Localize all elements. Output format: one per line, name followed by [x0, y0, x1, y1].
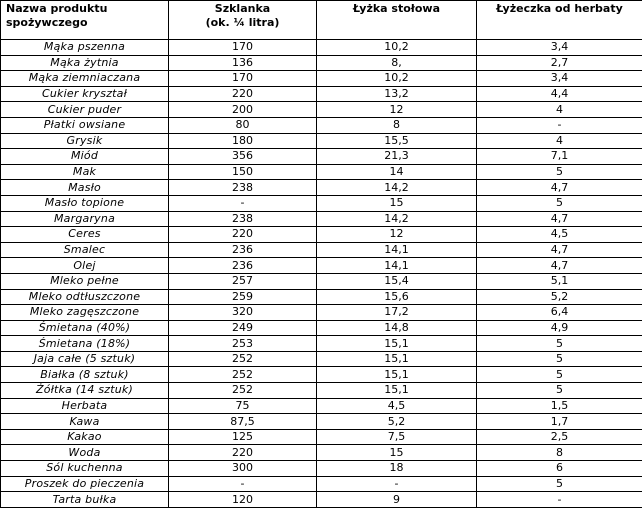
teaspoon-value-cell: 4 — [477, 133, 642, 149]
glass-value-cell: 253 — [169, 336, 317, 352]
tablespoon-value-cell: 15 — [317, 195, 477, 211]
tablespoon-value-cell: 15,6 — [317, 289, 477, 305]
table-row — [1, 461, 642, 477]
glass-value-cell: 75 — [169, 398, 317, 414]
teaspoon-value-cell: 5 — [477, 164, 642, 180]
glass-value-cell: 136 — [169, 55, 317, 71]
glass-value-cell: 257 — [169, 273, 317, 289]
glass-value-cell: 120 — [169, 492, 317, 508]
table-row — [1, 211, 642, 227]
table-row — [1, 320, 642, 336]
product-name-cell: Smalec — [1, 242, 169, 258]
table-row — [1, 102, 642, 118]
table-row — [1, 305, 642, 321]
glass-value-cell: 356 — [169, 149, 317, 165]
tablespoon-value-cell: 15,4 — [317, 273, 477, 289]
tablespoon-value-cell: 12 — [317, 227, 477, 243]
table-row — [1, 492, 642, 508]
product-name-cell: Herbata — [1, 398, 169, 414]
tablespoon-value-cell: 18 — [317, 461, 477, 477]
glass-value-cell: 80 — [169, 117, 317, 133]
header-teaspoon: Łyżeczka od herbaty — [477, 1, 642, 40]
header-product-name-line1: Nazwa produktu — [6, 2, 108, 15]
glass-value-cell: 220 — [169, 227, 317, 243]
teaspoon-value-cell: - — [477, 117, 642, 133]
header-glass-line2: (ok. ¼ litra) — [205, 16, 280, 29]
table-body — [1, 40, 642, 508]
tablespoon-value-cell: 14,8 — [317, 320, 477, 336]
product-name-cell: Płatki owsiane — [1, 117, 169, 133]
teaspoon-value-cell: 8 — [477, 445, 642, 461]
teaspoon-value-cell: 4,7 — [477, 258, 642, 274]
product-name-cell: Tarta bułka — [1, 492, 169, 508]
teaspoon-value-cell: 4,7 — [477, 211, 642, 227]
glass-value-cell: 200 — [169, 102, 317, 118]
table-row — [1, 273, 642, 289]
product-name-cell: Masło — [1, 180, 169, 196]
product-name-cell: Olej — [1, 258, 169, 274]
glass-value-cell: 238 — [169, 211, 317, 227]
product-name-cell: Śmietana (40%) — [1, 320, 169, 336]
teaspoon-value-cell: 5 — [477, 367, 642, 383]
tablespoon-value-cell: 12 — [317, 102, 477, 118]
table-row — [1, 289, 642, 305]
teaspoon-value-cell: 1,5 — [477, 398, 642, 414]
table-row — [1, 367, 642, 383]
table-row — [1, 429, 642, 445]
product-name-cell: Proszek do pieczenia — [1, 476, 169, 492]
teaspoon-value-cell: 2,7 — [477, 55, 642, 71]
teaspoon-value-cell: 5,1 — [477, 273, 642, 289]
glass-value-cell: - — [169, 195, 317, 211]
header-glass — [169, 1, 317, 40]
tablespoon-value-cell: 10,2 — [317, 40, 477, 56]
product-name-cell: Mąka żytnia — [1, 55, 169, 71]
header-tablespoon: Łyżka stołowa — [317, 1, 477, 40]
teaspoon-value-cell: 2,5 — [477, 429, 642, 445]
header-product-name-line2: spożywczego — [6, 16, 88, 29]
product-name-cell: Woda — [1, 445, 169, 461]
glass-value-cell: 170 — [169, 71, 317, 87]
glass-value-cell: 220 — [169, 86, 317, 102]
glass-value-cell: 150 — [169, 164, 317, 180]
product-name-cell: Jaja całe (5 sztuk) — [1, 351, 169, 367]
glass-value-cell: 87,5 — [169, 414, 317, 430]
teaspoon-value-cell: 7,1 — [477, 149, 642, 165]
header-product-name — [1, 1, 169, 40]
glass-value-cell: 180 — [169, 133, 317, 149]
product-name-cell: Żółtka (14 sztuk) — [1, 383, 169, 399]
tablespoon-value-cell: 15,1 — [317, 351, 477, 367]
table-row — [1, 258, 642, 274]
tablespoon-value-cell: 4,5 — [317, 398, 477, 414]
glass-value-cell: 125 — [169, 429, 317, 445]
teaspoon-value-cell: - — [477, 492, 642, 508]
tablespoon-value-cell: - — [317, 476, 477, 492]
table-row — [1, 180, 642, 196]
table-row — [1, 336, 642, 352]
glass-value-cell: 259 — [169, 289, 317, 305]
product-name-cell: Mleko pełne — [1, 273, 169, 289]
teaspoon-value-cell: 5 — [477, 351, 642, 367]
glass-value-cell: 252 — [169, 351, 317, 367]
tablespoon-value-cell: 7,5 — [317, 429, 477, 445]
glass-value-cell: 249 — [169, 320, 317, 336]
glass-value-cell: 300 — [169, 461, 317, 477]
glass-value-cell: 252 — [169, 383, 317, 399]
glass-value-cell: 236 — [169, 258, 317, 274]
teaspoon-value-cell: 3,4 — [477, 71, 642, 87]
product-name-cell: Kawa — [1, 414, 169, 430]
product-name-cell: Cukier kryształ — [1, 86, 169, 102]
teaspoon-value-cell: 1,7 — [477, 414, 642, 430]
teaspoon-value-cell: 5 — [477, 336, 642, 352]
table-row — [1, 242, 642, 258]
teaspoon-value-cell: 6 — [477, 461, 642, 477]
table-row — [1, 117, 642, 133]
product-name-cell: Mak — [1, 164, 169, 180]
tablespoon-value-cell: 17,2 — [317, 305, 477, 321]
teaspoon-value-cell: 3,4 — [477, 40, 642, 56]
tablespoon-value-cell: 8, — [317, 55, 477, 71]
glass-value-cell: 238 — [169, 180, 317, 196]
product-name-cell: Miód — [1, 149, 169, 165]
glass-value-cell: 170 — [169, 40, 317, 56]
table-row — [1, 149, 642, 165]
table-row — [1, 55, 642, 71]
teaspoon-value-cell: 4 — [477, 102, 642, 118]
teaspoon-value-cell: 5 — [477, 195, 642, 211]
product-name-cell: Ceres — [1, 227, 169, 243]
product-name-cell: Kakao — [1, 429, 169, 445]
table-row — [1, 86, 642, 102]
table-row — [1, 195, 642, 211]
table-row — [1, 351, 642, 367]
product-name-cell: Mąka pszenna — [1, 40, 169, 56]
product-name-cell: Białka (8 sztuk) — [1, 367, 169, 383]
teaspoon-value-cell: 6,4 — [477, 305, 642, 321]
table-row — [1, 133, 642, 149]
teaspoon-value-cell: 4,5 — [477, 227, 642, 243]
product-name-cell: Mąka ziemniaczana — [1, 71, 169, 87]
tablespoon-value-cell: 15,1 — [317, 336, 477, 352]
table-row — [1, 476, 642, 492]
tablespoon-value-cell: 14,1 — [317, 258, 477, 274]
table-row — [1, 445, 642, 461]
tablespoon-value-cell: 5,2 — [317, 414, 477, 430]
header-glass-line1: Szklanka — [214, 2, 271, 15]
teaspoon-value-cell: 4,7 — [477, 180, 642, 196]
tablespoon-value-cell: 15 — [317, 445, 477, 461]
tablespoon-value-cell: 13,2 — [317, 86, 477, 102]
product-name-cell: Cukier puder — [1, 102, 169, 118]
product-name-cell: Margaryna — [1, 211, 169, 227]
glass-value-cell: - — [169, 476, 317, 492]
tablespoon-value-cell: 8 — [317, 117, 477, 133]
tablespoon-value-cell: 14 — [317, 164, 477, 180]
teaspoon-value-cell: 4,9 — [477, 320, 642, 336]
teaspoon-value-cell: 4,4 — [477, 86, 642, 102]
table-row — [1, 383, 642, 399]
table-row — [1, 71, 642, 87]
table-row — [1, 414, 642, 430]
table-row — [1, 40, 642, 56]
tablespoon-value-cell: 21,3 — [317, 149, 477, 165]
product-name-cell: Mleko zagęszczone — [1, 305, 169, 321]
product-name-cell: Mleko odtłuszczone — [1, 289, 169, 305]
product-name-cell: Śmietana (18%) — [1, 336, 169, 352]
table-row — [1, 398, 642, 414]
header-row — [1, 1, 642, 40]
product-name-cell: Grysik — [1, 133, 169, 149]
teaspoon-value-cell: 5 — [477, 383, 642, 399]
tablespoon-value-cell: 15,1 — [317, 383, 477, 399]
tablespoon-value-cell: 15,1 — [317, 367, 477, 383]
table-row — [1, 227, 642, 243]
glass-value-cell: 252 — [169, 367, 317, 383]
teaspoon-value-cell: 4,7 — [477, 242, 642, 258]
tablespoon-value-cell: 15,5 — [317, 133, 477, 149]
glass-value-cell: 320 — [169, 305, 317, 321]
glass-value-cell: 220 — [169, 445, 317, 461]
teaspoon-value-cell: 5,2 — [477, 289, 642, 305]
tablespoon-value-cell: 14,2 — [317, 211, 477, 227]
product-name-cell: Masło topione — [1, 195, 169, 211]
table-row — [1, 164, 642, 180]
tablespoon-value-cell: 9 — [317, 492, 477, 508]
tablespoon-value-cell: 10,2 — [317, 71, 477, 87]
teaspoon-value-cell: 5 — [477, 476, 642, 492]
tablespoon-value-cell: 14,2 — [317, 180, 477, 196]
tablespoon-value-cell: 14,1 — [317, 242, 477, 258]
product-name-cell: Sól kuchenna — [1, 461, 169, 477]
glass-value-cell: 236 — [169, 242, 317, 258]
